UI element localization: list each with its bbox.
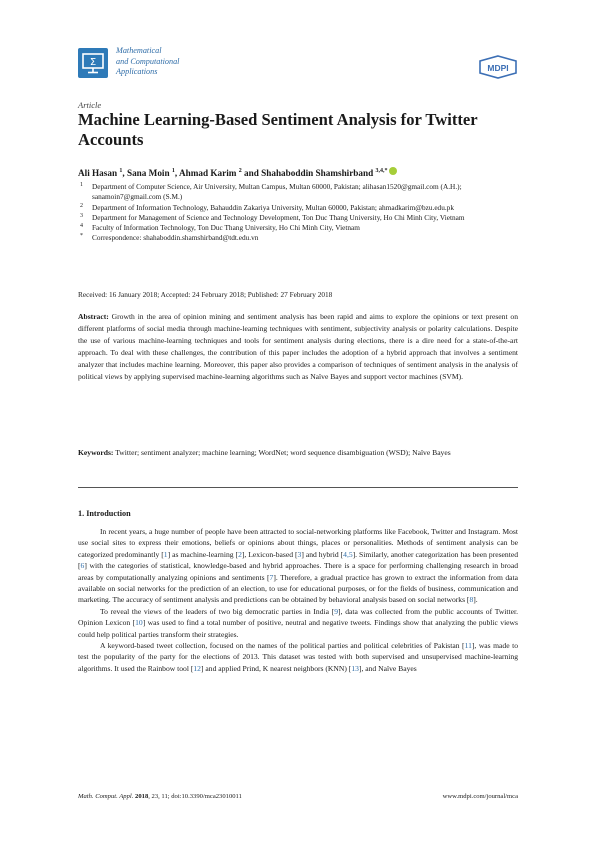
text-run: In recent years, a huge number of people have been attracted to social-networking platforms like Facebook, Twitter and Instagram. Most use social sites to express their emotions, beliefs or opinions about things, places or personalities. Methods of sentiment analysis can be categorized predominantly [: [78, 527, 518, 559]
citation-link[interactable]: 4,5: [343, 549, 353, 559]
journal-name[interactable]: [116, 46, 236, 78]
text-run: ] and hybrid [: [301, 549, 344, 559]
journal-name-line: Applications: [116, 67, 158, 76]
affiliations: [78, 182, 518, 244]
citation-link[interactable]: 2: [238, 549, 242, 559]
keywords-label: Keywords:: [78, 448, 114, 457]
affiliation-item: [78, 182, 518, 203]
author-name[interactable]: Ahmad Karim: [178, 168, 237, 178]
text-run: ] and applied Prind, K nearest neighbors (KNN) [: [200, 663, 352, 673]
citation-link[interactable]: 10: [135, 618, 143, 628]
citation-link[interactable]: 9: [334, 606, 339, 616]
mdpi-logo-text: MDPI: [487, 63, 509, 73]
citation-link[interactable]: 8: [469, 595, 474, 605]
author-name[interactable]: Shahaboddin Shamshirband: [261, 168, 374, 178]
footer-citation: [78, 793, 242, 800]
text-run: ] as machine-learning [: [167, 549, 239, 559]
text-run: ], and Naïve Bayes: [358, 663, 417, 673]
affiliation-mark: 2: [80, 202, 83, 209]
paragraph: [78, 606, 518, 640]
journal-name-line: Mathematical: [116, 46, 162, 55]
publication-year: 2018: [135, 793, 149, 800]
text-run: To reveal the views of the leaders of two big democratic parties in India [: [100, 606, 335, 616]
journal-url[interactable]: www.mdpi.com/journal/mca: [442, 793, 518, 800]
section-divider: [78, 487, 518, 488]
citation-link[interactable]: 7: [269, 572, 274, 582]
author-name[interactable]: Ali Hasan: [78, 168, 118, 178]
affiliation-mark: *: [80, 233, 83, 240]
article-title: Machine Learning-Based Sentiment Analysis for Twitter Accounts: [78, 110, 478, 149]
mdpi-icon: [478, 55, 518, 79]
citation-link[interactable]: 12: [193, 663, 201, 673]
abstract-label: Abstract:: [78, 312, 109, 321]
text-run: A keyword-based tweet collection, focused on the names of the political parties and political celebrities of Pakistan [: [100, 641, 465, 651]
author-affiliation-mark: 2: [238, 167, 242, 174]
author-affiliation-mark: 3,4,*: [375, 167, 388, 174]
keywords: [78, 447, 518, 459]
affiliation-mark: 1: [80, 182, 83, 188]
citation-link[interactable]: 6: [80, 561, 85, 571]
mdpi-logo[interactable]: [478, 55, 518, 79]
abstract: [78, 311, 518, 382]
text-run: ] with the categories of statistical, knowledge-based and hybrid approaches. There is a space for performing challenging research in broad areas by computationally analyzing opinions and sentiments [: [78, 561, 518, 582]
article-type: Article: [78, 100, 102, 110]
citation-link[interactable]: 11: [464, 641, 472, 651]
text-run: ], Lexicon-based [: [241, 549, 298, 559]
paragraph: [78, 640, 518, 674]
affiliation-text: Department for Management of Science and Technology Development, Ton Duc Thang University, Ho Chi Minh City, Vietnam: [92, 212, 465, 222]
author-list: Ali Hasan $^1$, Sana Moin $^1$, Ahmad Karim $^2$ and Shahaboddin Shamshirband $^{3,4,*}$: [78, 167, 518, 178]
affiliation-item: [78, 233, 518, 243]
introduction-body: [78, 526, 518, 674]
text-run: ], data was collected from the public accounts of Twitter. Opinion Lexicon [: [78, 606, 519, 628]
orcid-icon[interactable]: [389, 167, 397, 175]
text-run: ].: [473, 595, 478, 605]
citation-link[interactable]: 3: [297, 549, 302, 559]
affiliation-mark: 4: [80, 223, 83, 230]
affiliation-item: [78, 213, 518, 223]
author-name[interactable]: Sana Moin: [126, 168, 170, 178]
citation-link[interactable]: 13: [351, 663, 359, 673]
affiliation-mark: 3: [80, 212, 83, 219]
affiliation-text: Department of Information Technology, Bahauddin Zakariya University, Multan 60000, Pakistan; ahmadkarim@bzu.edu.pk: [92, 202, 454, 212]
affiliation-item: [78, 203, 518, 213]
monitor-icon: [78, 48, 108, 78]
text-run: ] was used to find a total number of positive, neutral and negative tweets. Findings show that analyzing the public views could help political parties transform their strategies.: [78, 618, 518, 639]
text-run: ], was made to test the popularity of the party for the elections of 2013. This dataset was tested with both supervised and unsupervised machine-learning algorithms. It used the Rainbow tool [: [78, 641, 518, 673]
author-affiliation-mark: 1: [171, 167, 175, 174]
affiliation-text: Faculty of Information Technology, Ton Duc Thang University, Ho Chi Minh City, Vietnam: [92, 223, 360, 233]
keywords-text: Twitter; sentiment analyzer; machine learning; WordNet; word sequence disambiguation (WSD); Naïve Bayes: [115, 448, 451, 457]
sigma-glyph: Σ: [89, 57, 97, 68]
journal-name-line: and Computational: [116, 56, 180, 66]
citation-details: , 23, 11; doi:10.3390/mca23010011: [148, 793, 242, 800]
paragraph: [78, 526, 518, 606]
journal-logo: [78, 48, 108, 78]
correspondence-text: Correspondence: shahaboddin.shamshirband@tdt.edu.vn: [92, 233, 259, 243]
text-run: ]. Similarly, another categorization has been presented [: [78, 549, 519, 571]
affiliation-text: Department of Computer Science, Air University, Multan Campus, Multan 60000, Pakistan; alihasan1520@gmail.com (A.H.); sanamoin7@gmail.com (S.M.): [92, 182, 462, 202]
affiliation-item: [78, 223, 518, 233]
journal-abbreviation: Math. Comput. Appl.: [78, 793, 134, 800]
section-heading: 1. Introduction: [78, 509, 131, 518]
text-run: ]. Therefore, a gradual practice has grown to extract the information from data available on social networks for the prediction of an election, to use for educational purposes, or for the fields of business, communication and marketing. The accuracy of sentiment analysis and predictions can be obtained by behavioral analysis based on social networks [: [78, 572, 518, 605]
citation-link[interactable]: 1: [163, 549, 168, 559]
publication-dates: Received: 16 January 2018; Accepted: 24 February 2018; Published: 27 February 2018: [78, 290, 333, 299]
abstract-text: Growth in the area of opinion mining and sentiment analysis has been rapid and aims to explore the opinions or text present on different platforms of social media through machine-learning techniques with sentiment, subjectivity analysis or polarity calculations. Despite the use of various machine-learning techniques and tools for sentiment analysis during elections, there is a dire need for a state-of-the-art approach. To deal with these challenges, the contribution of this paper includes the adoption of a hybrid approach that involves a sentiment analyzer that includes machine learning. Moreover, this paper also provides a comparison of techniques of sentiment analysis in the analysis of political views by applying supervised machine-learning algorithms such as Naïve Bayes and support vector machines (SVM).: [78, 312, 518, 381]
author-affiliation-mark: 1: [119, 167, 123, 174]
